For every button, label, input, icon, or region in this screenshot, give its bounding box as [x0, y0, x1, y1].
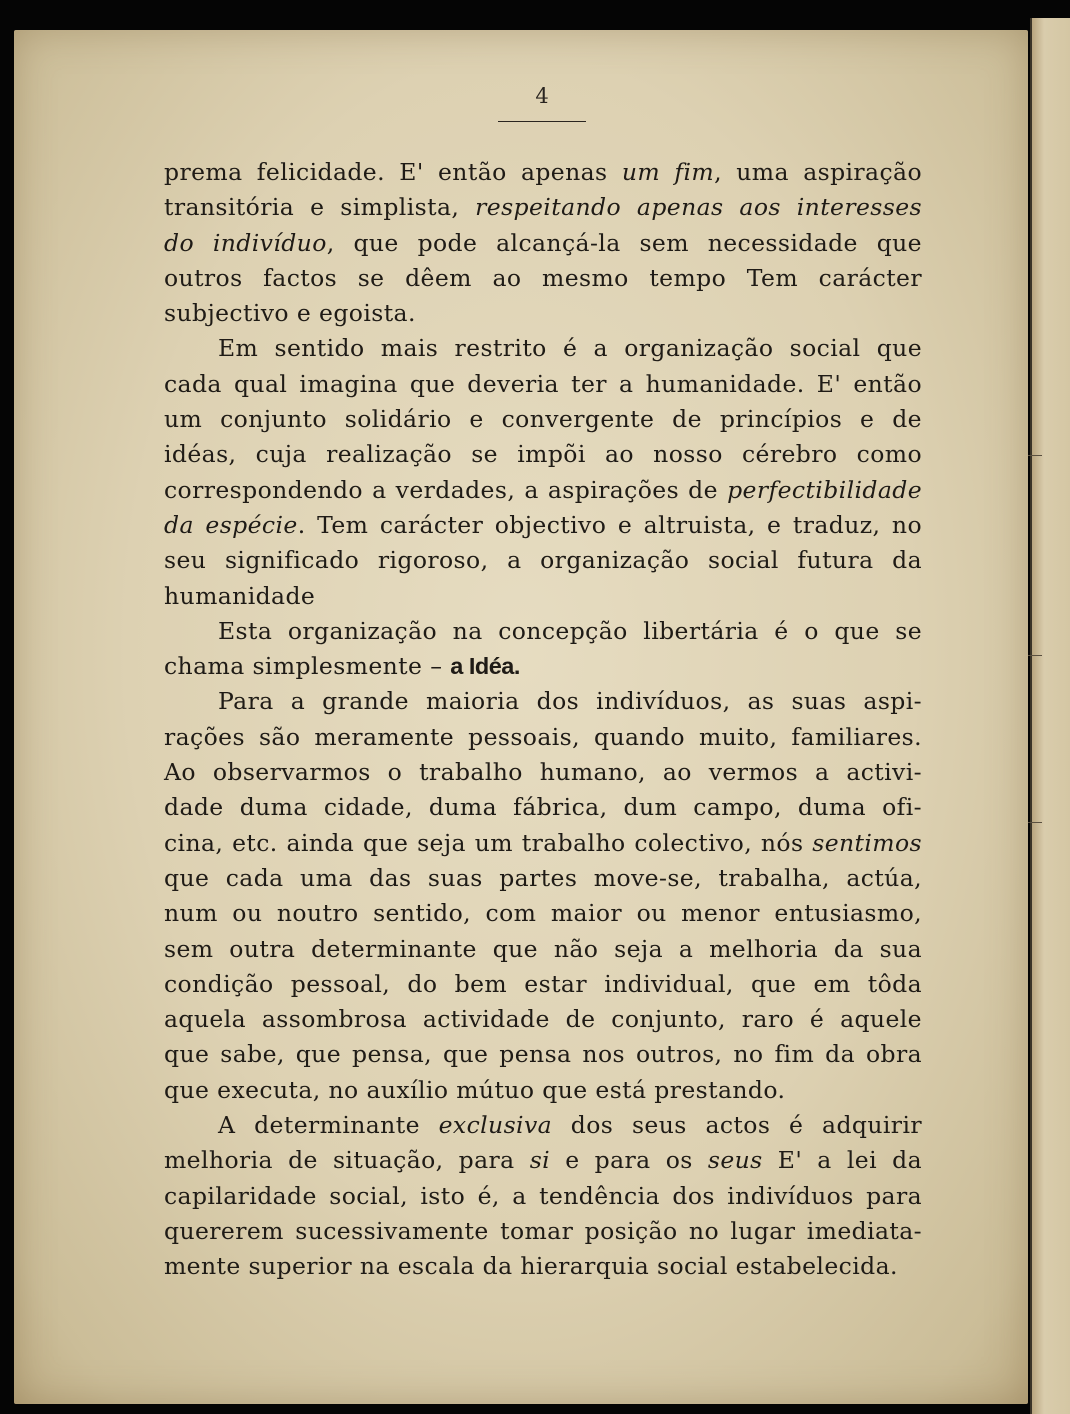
text-line: [164, 1249, 922, 1284]
emphasized-term: a Idéa.: [450, 653, 520, 680]
text-line: [164, 1002, 922, 1037]
text-run: chama simplesmente –: [164, 652, 451, 681]
italic-run: respeitando apenas aos interesses: [475, 193, 922, 222]
text-line: [164, 790, 922, 825]
text-run: subjectivo e egoista.: [164, 299, 416, 328]
text-run: mente superior na escala da hierarquia social estabelecida.: [164, 1252, 898, 1281]
italic-run: sentimos: [812, 828, 922, 857]
text-line: [164, 261, 922, 296]
text-run: condição pessoal, do bem estar individual, que em tôda: [164, 969, 922, 998]
text-line: [164, 932, 922, 967]
text-run: que executa, no auxílio mútuo que está prestando.: [164, 1075, 786, 1104]
text-line: [164, 402, 922, 437]
text-line: [164, 720, 922, 755]
text-run: prema felicidade. E' então apenas: [164, 158, 622, 186]
text-line: [164, 826, 922, 861]
text-run: melhoria de situação, para: [164, 1146, 530, 1175]
text-line: [164, 543, 922, 578]
text-run: sem outra determinante que não seja a melhoria da sua: [164, 934, 922, 963]
text-run: capilaridade social, isto é, a tendência dos indivíduos para: [164, 1181, 922, 1210]
page-number-rule: [498, 121, 586, 122]
text-run: E' a lei da: [762, 1146, 922, 1175]
text-line: [164, 190, 922, 225]
text-line: [164, 155, 922, 190]
text-run: cada qual imagina que deveria ter a humanidade. E' então: [164, 369, 922, 398]
text-run: quererem sucessivamente tomar posição no lugar imediata-: [164, 1216, 922, 1245]
italic-run: do indivíduo: [164, 228, 327, 257]
text-line: [164, 861, 922, 896]
text-line: [164, 1214, 922, 1249]
text-line: [164, 1073, 922, 1108]
italic-run: seus: [707, 1146, 763, 1175]
text-run: aquela assombrosa actividade de conjunto, raro é aquele: [164, 1005, 922, 1034]
text-run: que sabe, que pensa, que pensa nos outros, no fim da obra: [164, 1040, 922, 1069]
text-run: Ao observarmos o trabalho humano, ao vermos a activi-: [164, 758, 922, 787]
text-line: [164, 1108, 922, 1143]
text-line: [164, 967, 922, 1002]
adjacent-page-edge: [1030, 18, 1070, 1414]
text-line: [164, 1143, 922, 1178]
text-run: Esta organização na concepção libertária é o que se: [218, 616, 922, 645]
text-run: outros factos se dêem ao mesmo tempo Tem carácter: [164, 263, 922, 292]
text-line: [164, 684, 922, 719]
text-line: [164, 226, 922, 261]
text-line: [164, 508, 922, 543]
italic-run: exclusiva: [438, 1111, 553, 1140]
text-line: [164, 614, 922, 649]
text-line: [164, 649, 922, 684]
text-run: Em sentido mais restrito é a organização social que: [218, 334, 922, 363]
text-run: . Tem carácter objectivo e altruista, e traduz, no: [297, 510, 922, 539]
text-run: dos seus actos é adquirir: [552, 1111, 922, 1140]
text-run: e para os: [550, 1146, 708, 1175]
text-line: [164, 367, 922, 402]
text-run: cina, etc. ainda que seja um trabalho colectivo, nós: [164, 828, 813, 857]
text-line: [164, 437, 922, 472]
text-line: [164, 331, 922, 366]
text-run: idéas, cuja realização se impõi ao nosso cérebro como: [164, 440, 922, 469]
page-number: 4: [535, 84, 549, 108]
text-line: [164, 896, 922, 931]
text-line: [164, 1037, 922, 1072]
text-line: [164, 579, 922, 614]
text-run: humanidade: [164, 581, 316, 610]
text-run: transitória e simplista,: [164, 193, 476, 222]
text-line: [164, 296, 922, 331]
text-run: dade duma cidade, duma fábrica, dum campo, duma ofi-: [164, 793, 922, 822]
text-run: que cada uma das suas partes move-se, trabalha, actúa,: [164, 863, 922, 892]
page-body-text: [164, 155, 922, 1285]
italic-run: um fim: [621, 158, 715, 186]
text-run: A determinante: [218, 1111, 439, 1140]
text-run: , que pode alcançá-la sem necessidade que: [326, 228, 922, 257]
text-run: num ou noutro sentido, com maior ou menor entusiasmo,: [164, 899, 922, 928]
text-line: [164, 1179, 922, 1214]
text-run: rações são meramente pessoais, quando muito, familiares.: [164, 722, 922, 751]
text-line: [164, 473, 922, 508]
text-line: [164, 755, 922, 790]
text-run: seu significado rigoroso, a organização social futura da: [164, 546, 922, 575]
text-run: Para a grande maioria dos indivíduos, as suas aspi-: [218, 687, 922, 716]
italic-run: da espécie: [164, 510, 298, 539]
text-run: correspondendo a verdades, a aspirações de: [164, 475, 728, 504]
italic-run: perfectibilidade: [727, 475, 922, 504]
italic-run: si: [529, 1146, 551, 1175]
text-run: , uma aspiração: [714, 158, 922, 186]
text-run: um conjunto solidário e convergente de princípios e de: [164, 405, 922, 434]
